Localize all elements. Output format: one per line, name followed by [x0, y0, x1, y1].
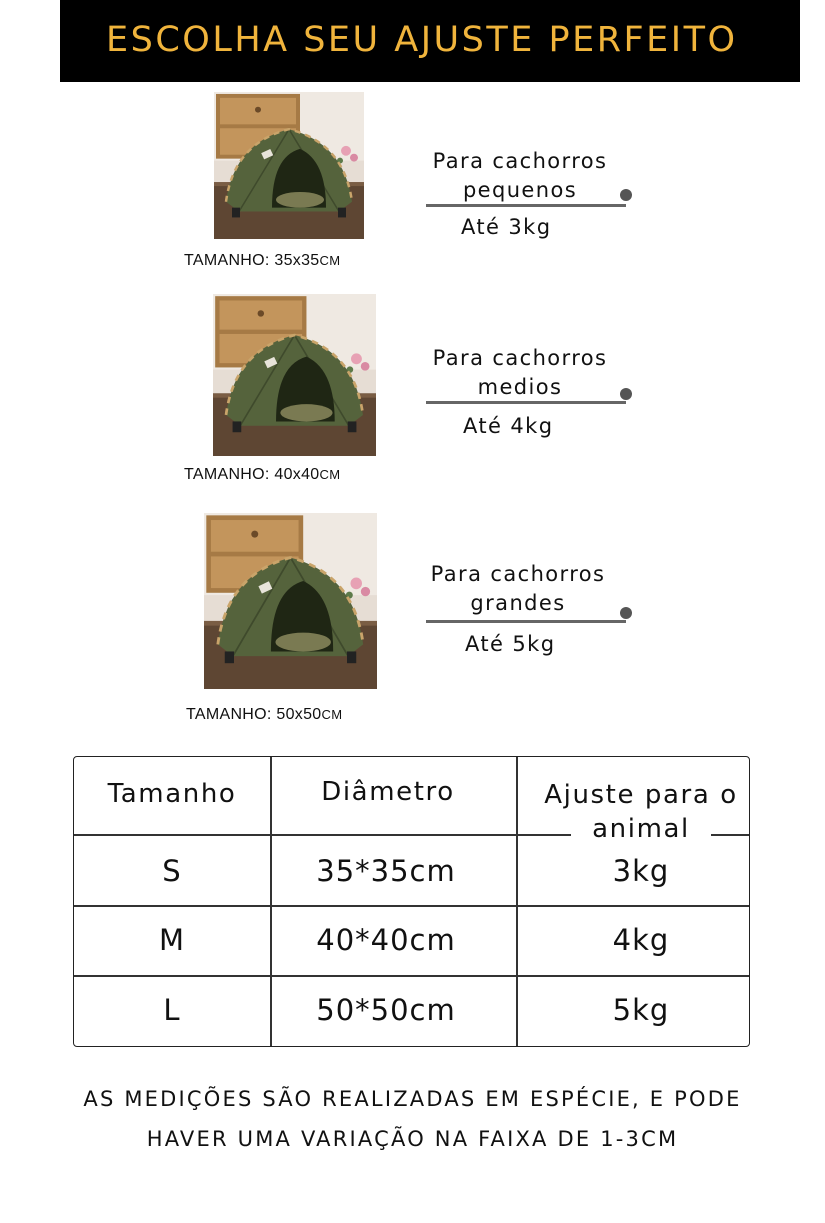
table-cell: L: [163, 993, 181, 1027]
bullet-dot-icon: [620, 607, 632, 619]
description-line: pequenos: [462, 178, 578, 202]
table-cell: 50*50cm: [316, 993, 456, 1027]
measurement-note: HAVER UMA VARIAÇÃO NA FAIXA DE 1-3CM: [146, 1127, 679, 1151]
table-header: [526, 778, 756, 846]
table-cell: 5kg: [612, 993, 670, 1027]
description-line: Para cachorros: [432, 346, 608, 370]
description-line: medios: [477, 375, 563, 399]
size-label-medium: TAMANHO: 40x40CM: [184, 466, 341, 483]
divider: [426, 620, 626, 623]
divider: [426, 401, 626, 404]
divider: [426, 204, 626, 207]
table-header: Diâmetro: [321, 777, 455, 807]
table-header-line: animal: [571, 812, 711, 846]
size-label-large: TAMANHO: 50x50CM: [186, 706, 343, 723]
description-line: Para cachorros: [432, 149, 608, 173]
dog-tent-bed-image: [214, 92, 364, 239]
bullet-dot-icon: [620, 189, 632, 201]
table-cell: 40*40cm: [316, 923, 456, 957]
page-title: ESCOLHA SEU AJUSTE PERFEITO: [106, 20, 738, 60]
table-header: Tamanho: [107, 779, 237, 809]
product-description-large: [393, 560, 643, 618]
weight-label-medium: Até 4kg: [463, 414, 554, 438]
size-label-small: TAMANHO: 35x35CM: [184, 252, 341, 269]
table-cell: 35*35cm: [316, 854, 456, 888]
description-line: Para cachorros: [430, 562, 606, 586]
header-banner: [60, 0, 800, 82]
weight-label-large: Até 5kg: [465, 632, 556, 656]
product-description-small: [400, 147, 640, 205]
measurement-note: AS MEDIÇÕES SÃO REALIZADAS EM ESPÉCIE, E PODE: [83, 1087, 742, 1111]
table-header-line: Ajuste para o: [544, 780, 738, 810]
table-divider: [74, 905, 749, 907]
table-cell: M: [158, 923, 186, 957]
table-cell: 4kg: [612, 923, 670, 957]
description-line: grandes: [470, 591, 566, 615]
product-description-medium: [395, 344, 645, 402]
dog-tent-bed-image: [204, 513, 377, 689]
table-divider: [74, 975, 749, 977]
dog-tent-bed-image: [213, 294, 376, 456]
table-cell: 3kg: [612, 854, 670, 888]
size-table: [73, 756, 750, 1047]
bullet-dot-icon: [620, 388, 632, 400]
table-cell: S: [162, 854, 182, 888]
weight-label-small: Até 3kg: [461, 215, 552, 239]
